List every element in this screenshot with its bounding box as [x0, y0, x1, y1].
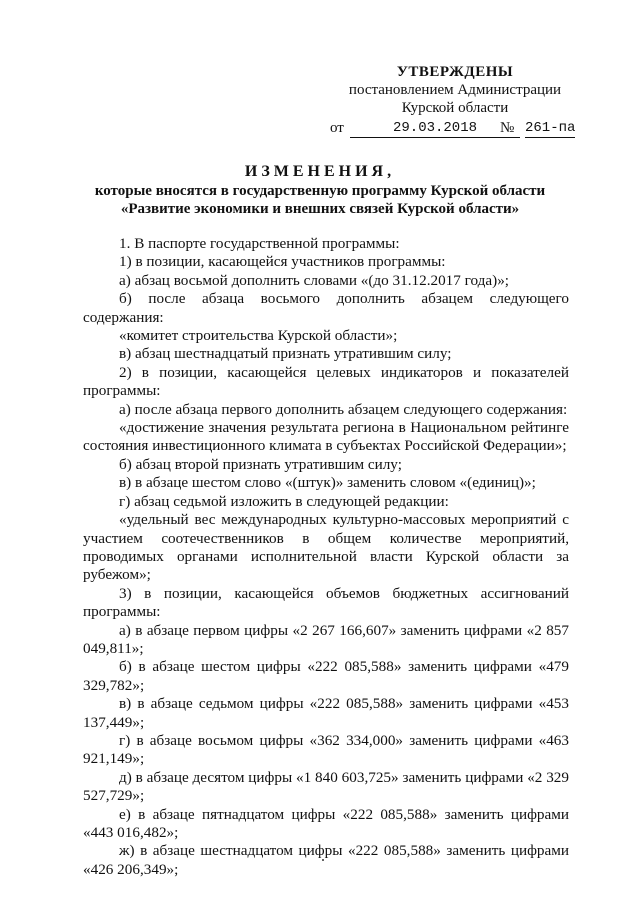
approval-line-2: Курской области [401, 100, 509, 116]
paragraph: а) после абзаца первого дополнить абзацем следующего содержания: [119, 400, 568, 418]
date-prefix: от [330, 120, 344, 136]
paragraph: 1. В паспорте государственной программы: [119, 235, 400, 252]
approval-line-1: постановлением Администрации [348, 82, 562, 98]
paragraph: 1) в позиции, касающейся участников программы: [119, 253, 446, 271]
paragraph: а) в абзаце первом цифры «2 267 166,607» заменить цифрами «2 857 049,811»; [83, 621, 569, 657]
paragraph: 3) в позиции, касающейся объемов бюджетных ассигнований программы: [83, 584, 569, 621]
paragraph: в) абзац шестнадцатый признать утратившим силу; [119, 345, 452, 363]
approval-date: 29.03.2018 [350, 119, 520, 138]
paragraph: а) абзац восьмой дополнить словами «(до 31.12.2017 года)»; [119, 271, 510, 289]
paragraph: б) в абзаце шестом цифры «222 085,588» заменить цифрами «479 329,782»; [83, 658, 569, 694]
paragraph: б) абзац второй признать утратившим силу; [119, 455, 402, 473]
subtitle-line-1: которые вносятся в государственную программу Курской области [94, 183, 546, 199]
paragraph: е) в абзаце пятнадцатом цифры «222 085,588» заменить цифрами «443 016,482»; [83, 805, 569, 841]
subtitle-line-2: «Развитие экономики и внешних связей Курской области» [120, 201, 520, 217]
page-mark [322, 859, 324, 861]
document-subtitle [70, 182, 570, 218]
approval-title: УТВЕРЖДЕНЫ [396, 64, 514, 80]
paragraph: «достижение значения результата региона в Национальном рейтинге состояния инвестиционного климата в субъектах Российской Федерации»; [83, 419, 569, 455]
document-body [83, 235, 569, 879]
paragraph: г) абзац седьмой изложить в следующей редакции: [119, 492, 449, 510]
paragraph: в) в абзаце седьмом цифры «222 085,588» заменить цифрами «453 137,449»; [83, 695, 569, 731]
approval-date-row [330, 119, 580, 138]
paragraph: «комитет строительства Курской области»; [119, 327, 398, 345]
paragraph: в) в абзаце шестом слово «(штук)» заменить словом «(единиц)»; [119, 474, 536, 492]
approval-block [330, 63, 580, 138]
paragraph: д) в абзаце десятом цифры «1 840 603,725» заменить цифрами «2 329 527,729»; [83, 768, 569, 805]
paragraph: 2) в позиции, касающейся целевых индикаторов и показателей программы: [83, 363, 569, 400]
number-prefix: № [500, 120, 515, 136]
paragraph: б) после абзаца восьмого дополнить абзацем следующего содержания: [83, 290, 569, 326]
approval-number: 261-па [525, 120, 576, 136]
paragraph: ж) в абзаце шестнадцатом цифры «222 085,588» заменить цифрами «426 206,349»; [83, 842, 569, 878]
paragraph: г) в абзаце восьмом цифры «362 334,000» заменить цифрами «463 921,149»; [83, 731, 569, 768]
paragraph: «удельный вес международных культурно-массовых мероприятий с участием соотечественников в общем количестве мероприятий, проводимых органами исполнительной власти Курской области за рубежом»; [83, 511, 569, 584]
document-title: ИЗМЕНЕНИЯ, [244, 163, 396, 180]
